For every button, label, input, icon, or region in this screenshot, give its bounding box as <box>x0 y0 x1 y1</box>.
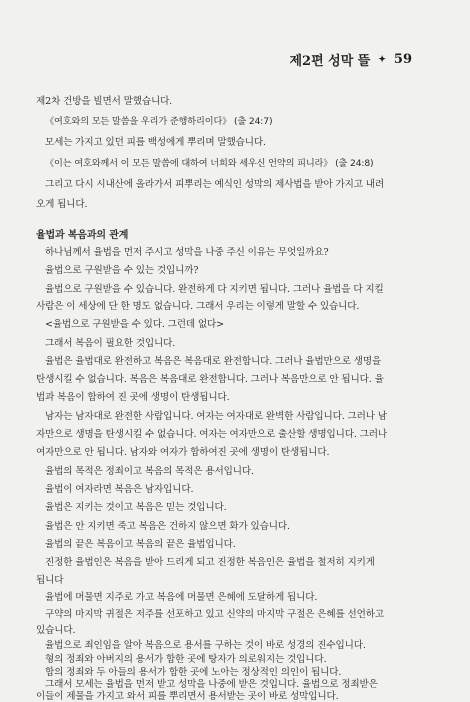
body-line: 율법으로 구원받을 수 있습니다. 완전하게 다 지키면 됩니다. 그러나 율법을 다 지킬 <box>45 284 384 295</box>
body-line: 율법에 머물면 지주로 가고 복음에 머물면 은혜에 도달하게 됩니다. <box>45 592 318 603</box>
intro-line: 제2차 건방을 빌면서 말했습니다. <box>36 96 173 107</box>
intro-line: 오게 됩니다. <box>36 199 88 210</box>
body-line: 구약의 마지막 귀절은 저주를 선포하고 있고 신약의 마지막 구절은 은혜를 선언하고 <box>45 609 384 620</box>
body-line: 율법의 목적은 정죄이고 복음의 목적은 용서입니다. <box>45 466 254 477</box>
scripture-quote: 《여호와의 모든 말씀을 우리가 준행하리이다》 (출 24:7) <box>45 116 273 127</box>
body-line: 합의 정죄와 두 아들의 용서가 합한 곳에 노아는 정상적인 의인이 됩니다. <box>45 667 342 678</box>
body-line: 율법은 율법대로 완전하고 복음은 복음대로 완전합니다. 그러나 율법만으로 생명을 <box>45 356 382 367</box>
body-line: 됩니다 <box>36 575 64 586</box>
body-line: 형의 정죄와 아버지의 용서가 합한 곳에 탕자가 의로워지는 것입니다. <box>45 654 327 665</box>
body-line: 그래서 복음이 필요한 것입니다. <box>45 338 176 349</box>
body-line: 율법이 여자라면 복음은 남자입니다. <box>45 484 194 495</box>
body-line: 하나님께서 율법을 먼저 주시고 성막을 나중 주신 이유는 무엇일까요? <box>45 247 329 258</box>
running-header <box>289 50 412 69</box>
body-line: 율법의 끝은 복음이고 복음의 끝은 율법입니다. <box>45 539 236 550</box>
body-line: 율법은 지키는 것이고 복음은 믿는 것입니다. <box>45 502 227 513</box>
body-line: 남자는 남자대로 완전한 사람입니다. 여자는 여자대로 완벽한 사람입니다. 그러나 남 <box>45 411 387 422</box>
body-line: 율법으로 죄인임을 알아 복음으로 용서를 구하는 것이 바로 성경의 진수입니다. <box>45 640 366 651</box>
body-line: 자만으로 생명을 탄생시킬 수 없습니다. 여자는 여자만으로 출산할 생명입니다. 그러나 <box>36 429 388 440</box>
body-line: <율법으로 구원받을 수 있다. 그런데 없다> <box>45 319 225 330</box>
diamond-ornament-icon: ✦ <box>378 54 386 65</box>
body-line: 율법으로 구원받을 수 있는 것입니까? <box>45 265 199 276</box>
body-line: 이들이 제물을 가지고 와서 피를 뿌리면서 용서받는 곳이 바로 성막입니다. <box>36 691 339 702</box>
section-heading: 율법과 복음과의 관계 <box>36 230 129 241</box>
intro-line: 모세는 가지고 있던 피를 백성에게 뿌리며 말했습니다. <box>45 137 266 148</box>
body-line: 진정한 율법인은 복음을 받아 드리게 되고 진정한 복음인은 율법을 철저히 지키게 <box>45 557 375 568</box>
body-line: 있습니다. <box>36 625 76 636</box>
body-line: 그래서 모세는 율법을 먼저 받고 성막을 나중에 받은 것입니다. 율법으로 정죄받은 <box>45 679 378 690</box>
body-line: 법과 복음이 합하여 진 곳에 생명이 탄생됩니다. <box>36 392 230 403</box>
body-line: 율법은 안 지키면 죽고 복음은 건하지 않으면 화가 있습니다. <box>45 521 290 532</box>
body-line: 사람은 이 세상에 단 한 명도 없습니다. 그래서 우리는 이렇게 말할 수 있습니다. <box>36 301 360 312</box>
intro-line: 그리고 다시 시내산에 올라가서 피뿌리는 예식인 성막의 제사법을 받아 가지고 내려 <box>45 179 384 190</box>
page-number: 59 <box>393 52 412 67</box>
scripture-quote: 《이는 여호와께서 이 모든 말씀에 대하여 너희와 세우신 언약의 피니라》 (출 24:8) <box>45 158 374 169</box>
body-line: 여자만으로 안 됩니다. 남자와 여자가 합하여진 곳에 생명이 탄생됩니다. <box>36 447 330 458</box>
body-line: 탄생시킬 수 없습니다. 복음은 복음대로 완전합니다. 그러나 복음만으로 안 됩니다. 율 <box>36 374 384 385</box>
chapter-title: 제2편 성막 뜰 <box>289 54 371 69</box>
